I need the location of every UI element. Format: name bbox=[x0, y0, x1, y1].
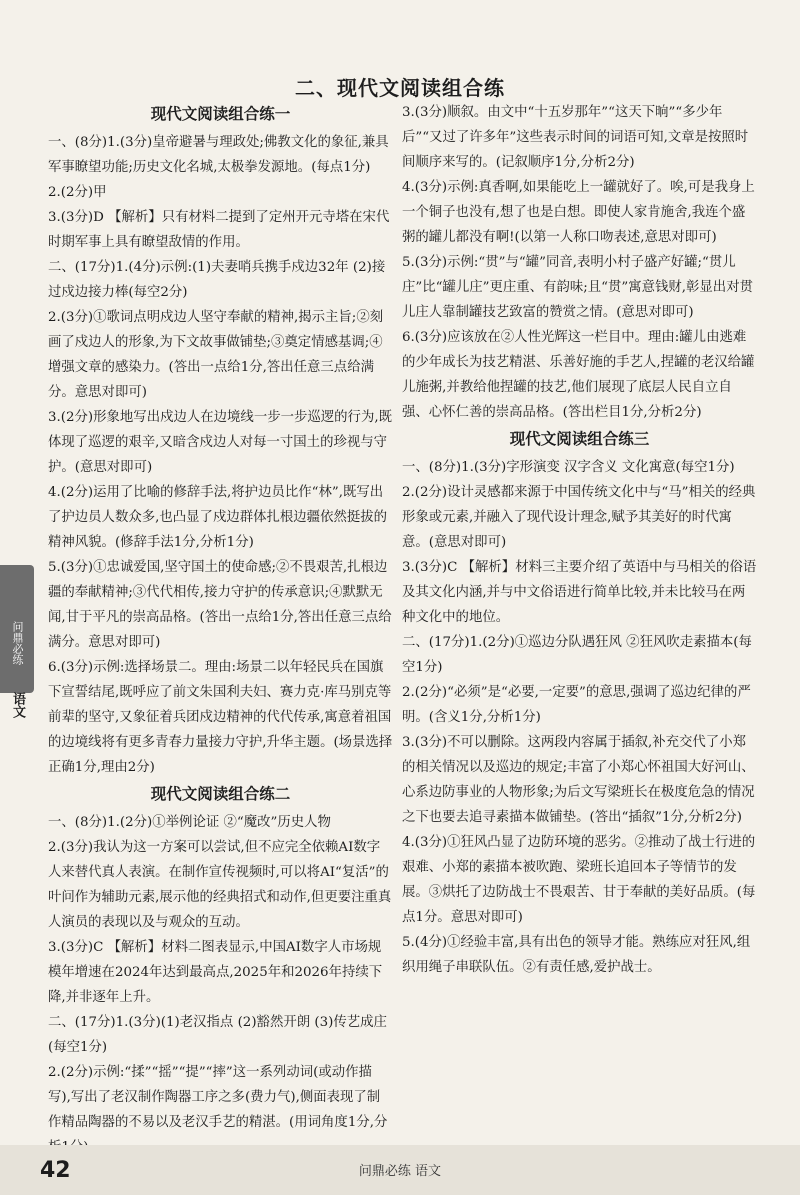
answer-item: 一、(8分)1.(3分)皇帝避暑与理政处;佛教文化的象征,兼具军事瞭望功能;历史文化名城,太极拳发源地。(每点1分) bbox=[48, 135, 389, 175]
answer-item: 一、(8分)1.(3分)字形演变 汉字含义 文化寓意(每空1分) bbox=[402, 460, 735, 475]
answer-item: 3.(3分)顺叙。由文中“十五岁那年”“这天下晌”“多少年后”“又过了许多年”这些表示时间的词语可知,文章是按照时间顺序来写的。(记叙顺序1分,分析2分) bbox=[402, 105, 749, 170]
answer-item: 4.(2分)运用了比喻的修辞手法,将护边员比作“林”,既写出了护边员人数众多,也凸显了戍边群体扎根边疆依然挺拔的精神风貌。(修辞手法1分,分析1分) bbox=[48, 485, 388, 550]
answer-item: 3.(3分)不可以删除。这两段内容属于插叙,补充交代了小郑的相关情况以及巡边的规定;丰富了小郑心怀祖国大好河山、心系边防事业的人物形象;为后文写梁班长在极度危急的情况之下也要去追寻素描本做铺垫。(答出“插叙”1分,分析2分) bbox=[402, 735, 755, 825]
section-title-1: 现代文阅读组合练一 bbox=[150, 105, 291, 123]
section-title-2: 现代文阅读组合练二 bbox=[150, 785, 291, 803]
answer-item: 3.(3分)D 【解析】只有材料二提到了定州开元寺塔在宋代时期军事上具有瞭望敌情的作用。 bbox=[48, 210, 390, 250]
right-column bbox=[402, 100, 757, 980]
answer-item: 5.(3分)①忠诚爱国,坚守国土的使命感;②不畏艰苦,扎根边疆的奉献精神;③代代相传,接力守护的传承意识;④默默无闻,甘于平凡的崇高品格。(答出一点给1分,答出任意三点给满分。意思对即可) bbox=[48, 560, 392, 650]
answer-item: 2.(3分)我认为这一方案可以尝试,但不应完全依赖AI数字人来替代真人表演。在制作宣传视频时,可以将AI“复活”的叶问作为辅助元素,展示他的经典招式和动作,但更要注重真人演员的表现以及与观众的互动。 bbox=[48, 840, 392, 930]
answer-list-1 bbox=[48, 130, 393, 780]
answer-item: 4.(3分)示例:真香啊,如果能吃上一罐就好了。唉,可是我身上一个铜子也没有,想了也是白想。即使人家肯施舍,我连个盛粥的罐儿都没有啊!(以第一人称口吻表述,意思对即可) bbox=[402, 180, 755, 245]
answer-item: 二、(17分)1.(2分)①巡边分队遇狂风 ②狂风吹走素描本(每空1分) bbox=[402, 635, 752, 675]
answer-item: 一、(8分)1.(2分)①举例论证 ②“魔改”历史人物 bbox=[48, 815, 331, 830]
footer-text: 问鼎必练 语文 bbox=[358, 1164, 442, 1179]
answer-item: 5.(4分)①经验丰富,具有出色的领导才能。熟练应对狂风,组织用绳子串联队伍。②有责任感,爱护战士。 bbox=[402, 935, 751, 975]
answer-item: 2.(2分)“必须”是“必要,一定要”的意思,强调了巡边纪律的严明。(含义1分,分析1分) bbox=[402, 685, 751, 725]
page-number: 42 bbox=[40, 1158, 71, 1183]
answer-item: 2.(2分)设计灵感都来源于中国传统文化中与“马”相关的经典形象或元素,并融入了现代设计理念,赋予其美好的时代寓意。(意思对即可) bbox=[402, 485, 756, 550]
answer-item: 2.(3分)①歌词点明戍边人坚守奉献的精神,揭示主旨;②刻画了戍边人的形象,为下文故事做铺垫;③奠定情感基调;④增强文章的感染力。(答出一点给1分,答出任意三点给满分。意思对即可) bbox=[48, 310, 384, 400]
answer-item: 5.(3分)示例:“贯”与“罐”同音,表明小村子盛产好罐;“贯儿庄”比“罐儿庄”更庄重、有韵味;且“贯”寓意钱财,彰显出对贯儿庄人靠制罐技艺致富的赞赏之情。(意思对即可) bbox=[402, 255, 753, 320]
side-tab-subject: 语文 bbox=[10, 692, 25, 718]
answer-item: 二、(17分)1.(3分)(1)老汉指点 (2)豁然开朗 (3)传艺成庄(每空1分) bbox=[48, 1015, 387, 1055]
answer-list-2-continued bbox=[402, 100, 757, 425]
answer-item: 6.(3分)应该放在②人性光辉这一栏目中。理由:罐儿由逃难的少年成长为技艺精湛、乐善好施的手艺人,捏罐的老汉给罐儿施粥,并教给他捏罐的技艺,他们展现了底层人民自立自强、心怀仁善的崇高品格。(答出栏目1分,分析2分) bbox=[402, 330, 755, 420]
answer-item: 2.(2分)示例:“揉”“摇”“提”“摔”这一系列动词(或动作描写),写出了老汉制作陶器工序之多(费力气),侧面表现了制作精品陶器的不易以及老汉手艺的精湛。(用词角度1分,分 bbox=[48, 1065, 388, 1130]
answer-item: 3.(3分)C 【解析】材料三主要介绍了英语中与马相关的俗语及其文化内涵,并与中文俗语进行简单比较,并未比较马在两种文化中的地位。 bbox=[402, 560, 757, 625]
answer-list-2 bbox=[48, 810, 393, 1160]
section-title-3: 现代文阅读组合练三 bbox=[509, 430, 650, 448]
answer-item: 4.(3分)①狂风凸显了边防环境的恶劣。②推动了战士行进的艰难、小郑的素描本被吹跑、梁班长追回本子等情节的发展。③烘托了边防战士不畏艰苦、甘于奉献的美好品质。(每点1分。意思对即可) bbox=[402, 835, 756, 925]
answer-item: 2.(2分)甲 bbox=[48, 185, 107, 200]
page-title: 二、现代文阅读组合练 bbox=[295, 76, 505, 100]
side-tab-brand: 问鼎必练 bbox=[0, 565, 34, 693]
answer-item: 3.(3分)C 【解析】材料二图表显示,中国AI数字人市场规模年增速在2024年达到最高点,2025年和2026年持续下降,并非逐年上升。 bbox=[48, 940, 383, 1005]
answer-item: 二、(17分)1.(4分)示例:(1)夫妻哨兵携手戍边32年 (2)接过戍边接力棒(每空2分) bbox=[48, 260, 386, 300]
answer-item: 3.(2分)形象地写出戍边人在边境线一步一步巡逻的行为,既体现了巡逻的艰辛,又暗含戍边人对每一寸国土的珍视与守护。(意思对即可) bbox=[48, 410, 392, 475]
left-column bbox=[48, 100, 393, 1160]
answer-list-3 bbox=[402, 455, 757, 980]
answer-item: 6.(3分)示例:选择场景二。理由:场景二以年轻民兵在国旗下宣誓结尾,既呼应了前文朱国利夫妇、赛力克·库马别克等前辈的坚守,又象征着兵团戍边精神的代代传承,寓意着祖国的边境线将有更多青春力量接力守护,升华主题。(场景选择正确1分,理由2分) bbox=[48, 660, 393, 775]
